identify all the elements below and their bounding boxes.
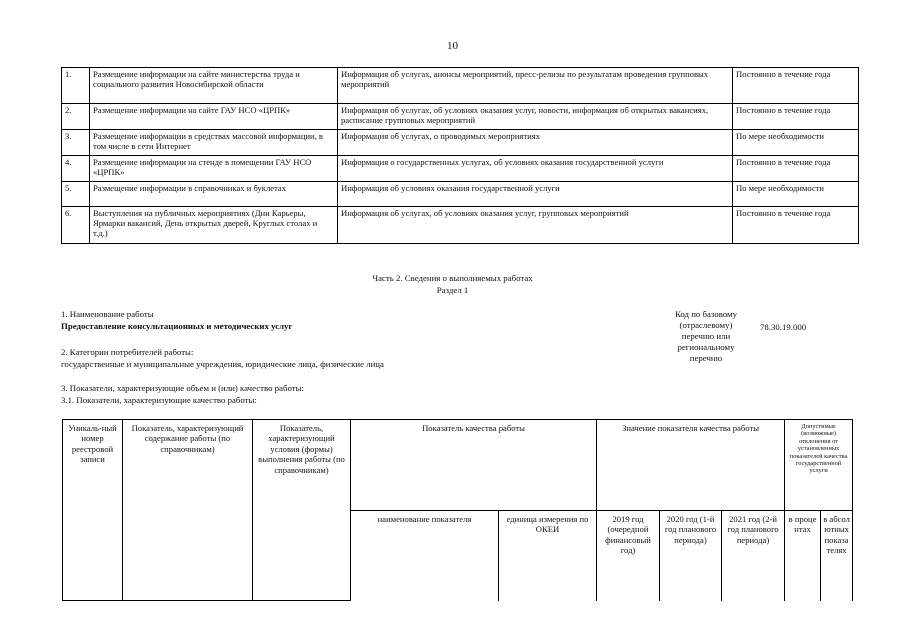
info-frequency: Постоянно в течение года: [733, 156, 859, 182]
table-row: [62, 68, 859, 104]
info-frequency: Постоянно в течение года: [733, 68, 859, 104]
header-absolute: в абсолютных показателях: [821, 511, 853, 601]
info-method: Размещение информации на стенде в помещении ГАУ НСО «ЦРПК»: [90, 156, 338, 182]
header-work-conditions: Показатель, характеризующий условия (формы) выполнения работы (по справочникам): [253, 420, 351, 601]
base-list-code-label: [652, 309, 760, 364]
table-row: [62, 156, 859, 182]
header-unit-okei: единица измерения по ОКЕИ: [499, 511, 597, 601]
table-header-row: [63, 420, 853, 511]
row-number: 6.: [62, 207, 90, 244]
info-frequency: Постоянно в течение года: [733, 104, 859, 130]
header-year-2021: 2021 год (2-й год планового периода): [722, 511, 785, 601]
section-title: Раздел 1: [436, 285, 469, 295]
info-content: Информация о государственных услугах, об условиях оказания государственной услуги: [338, 156, 733, 182]
header-allowed-deviation: Допустимые (возможные) отклонения от установленных показателей качества государственной услуги: [785, 420, 853, 511]
header-work-content: Показатель, характеризующий содержание работы (по справочникам): [123, 420, 253, 601]
row-number: 3.: [62, 130, 90, 156]
info-method: Размещение информации в средствах массовой информации, в том числе в сети Интернет: [90, 130, 338, 156]
work-name-label: 1. Наименование работы: [61, 309, 154, 319]
info-method: Размещение информации на сайте министерства труда и социального развития Новосибирской области: [90, 68, 338, 104]
info-content: Информация об услугах, о проводимых мероприятиях: [338, 130, 733, 156]
info-content: Информация об услугах, анонсы мероприятий, пресс-релизы по результатам проведения групповых мероприятий: [338, 68, 733, 104]
header-quality-indicator: Показатель качества работы: [351, 420, 597, 511]
consumers-label: 2. Категории потребителей работы:: [61, 347, 194, 357]
row-number: 2.: [62, 104, 90, 130]
code-label-line: перечню: [689, 353, 723, 363]
info-content: Информация об услугах, об условиях оказания услуг, групповых мероприятий: [338, 207, 733, 244]
info-frequency: Постоянно в течение года: [733, 207, 859, 244]
part-title: Часть 2. Сведения о выполняемых работах: [372, 273, 533, 283]
code-label-line: (отраслевому): [679, 320, 733, 330]
header-unique-number: Уникаль-ный номер реестровой записи: [63, 420, 123, 601]
info-frequency: По мере необходимости: [733, 130, 859, 156]
consumers-value: государственные и муниципальные учреждения, юридические лица, физические лица: [61, 359, 384, 369]
info-frequency: По мере необходимости: [733, 182, 859, 207]
work-name-value: Предоставление консультационных и методических услуг: [61, 321, 293, 331]
table-row: [62, 207, 859, 244]
quality-label: 3.1. Показатели, характеризующие качество работы:: [61, 395, 257, 405]
info-content: Информация об условиях оказания государственной услуги: [338, 182, 733, 207]
base-list-code-value: 78.30.19.000: [760, 322, 807, 332]
table-row: [62, 182, 859, 207]
row-number: 1.: [62, 68, 90, 104]
header-year-2020: 2020 год (1-й год планового периода): [660, 511, 722, 601]
row-number: 5.: [62, 182, 90, 207]
quality-table: [62, 419, 853, 601]
header-percent: в процентах: [785, 511, 821, 601]
info-table: [61, 67, 859, 244]
info-method: Выступления на публичных мероприятиях (Дни Карьеры, Ярмарки вакансий, День открытых дверей, Круглых столах и т.д.): [90, 207, 338, 244]
info-content: Информация об услугах, об условиях оказания услуг, новости, информация об открытых вакансиях, расписание групповых мероприятий: [338, 104, 733, 130]
code-label-line: региональному: [677, 342, 735, 352]
header-quality-values: Значение показателя качества работы: [597, 420, 785, 511]
header-indicator-name: наименование показателя: [351, 511, 499, 601]
info-method: Размещение информации в справочниках и буклетах: [90, 182, 338, 207]
table-row: [62, 130, 859, 156]
row-number: 4.: [62, 156, 90, 182]
code-label-line: Код по базовому: [674, 309, 738, 319]
table-row: [62, 104, 859, 130]
code-label-line: перечню или: [681, 331, 731, 341]
indicators-label: 3. Показатели, характеризующие объем и (или) качество работы:: [61, 383, 304, 393]
info-method: Размещение информации на сайте ГАУ НСО «ЦРПК»: [90, 104, 338, 130]
page-number: 10: [447, 40, 458, 52]
header-year-2019: 2019 год (очередной финансовый год): [597, 511, 660, 601]
